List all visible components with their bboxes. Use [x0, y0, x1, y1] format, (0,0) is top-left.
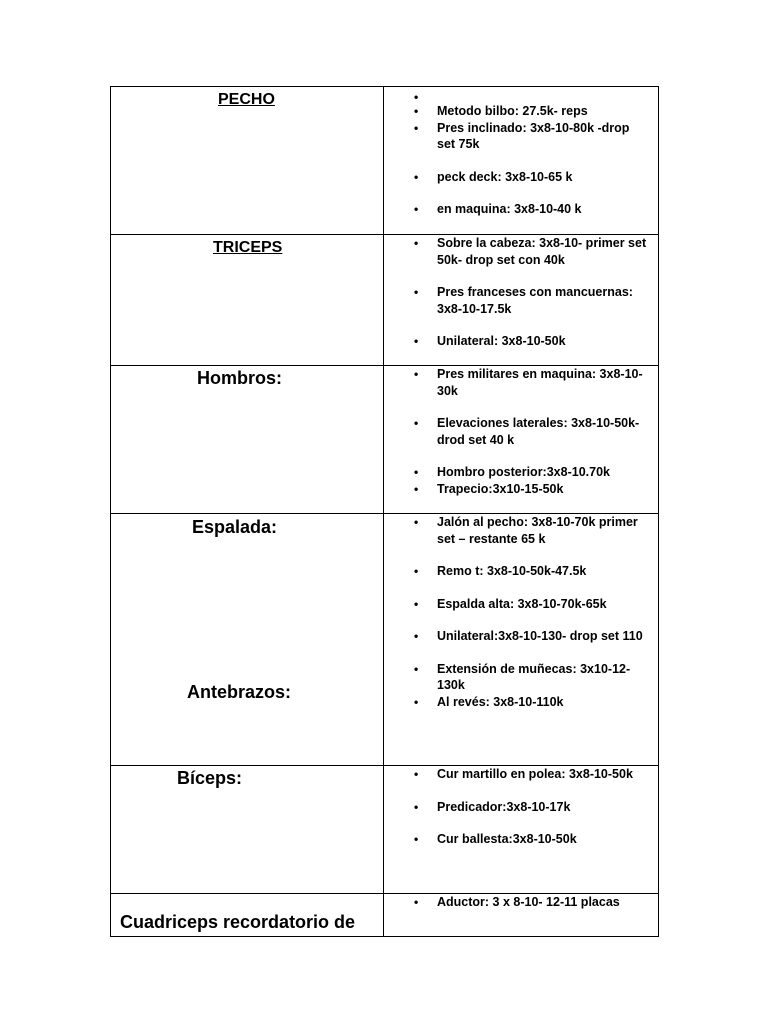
exercise-list: [384, 514, 658, 710]
bullet-icon: •: [414, 169, 419, 184]
bullet-icon: •: [414, 799, 419, 814]
exercise-list: [384, 366, 658, 497]
exercise-cell: [384, 894, 659, 937]
muscle-cell: [111, 514, 384, 766]
workout-table: [110, 86, 659, 937]
list-item: • Hombro posterior:3x8-10.70k: [414, 465, 610, 479]
list-item: • Metodo bilbo: 27.5k- reps: [414, 104, 588, 118]
exercise-cell: [384, 235, 659, 366]
list-item: • Elevaciones laterales: 3x8-10-50k-drod set 40 k: [414, 416, 640, 447]
bullet-icon: •: [414, 285, 419, 299]
list-item: [384, 89, 658, 103]
muscle-label: TRICEPS: [213, 239, 283, 256]
list-item: • Al revés: 3x8-10-110k: [414, 694, 564, 709]
list-item: • Pres inclinado: 3x8-10-80k -drop set 75k: [414, 120, 630, 151]
muscle-label: Espalada:: [192, 517, 278, 537]
bullet-icon: •: [414, 90, 419, 104]
bullet-icon: •: [414, 334, 419, 348]
table-row: [111, 366, 659, 514]
exercise-list: [384, 235, 658, 350]
list-item: • Trapecio:3x10-15-50k: [414, 481, 564, 496]
list-item: • Cur martillo en polea: 3x8-10-50k: [414, 767, 633, 781]
muscle-label: PECHO: [218, 91, 275, 108]
muscle-label: Bíceps:: [177, 768, 243, 788]
exercise-cell: [384, 366, 659, 514]
list-item: • Unilateral:3x8-10-130- drop set 110: [414, 629, 643, 643]
list-item: • Pres militares en maquina: 3x8-10-30k: [414, 367, 643, 398]
bullet-icon: •: [414, 104, 419, 118]
bullet-icon: •: [414, 596, 419, 611]
list-item: • Remo t: 3x8-10-50k-47.5k: [414, 564, 587, 578]
list-item: • Extensión de muñecas: 3x10-12-130k: [414, 661, 631, 692]
list-item: • Unilateral: 3x8-10-50k: [414, 334, 566, 348]
muscle-cell: [111, 366, 384, 514]
exercise-cell: [384, 87, 659, 235]
exercise-cell: [384, 514, 659, 766]
bullet-icon: •: [414, 832, 419, 846]
muscle-label: Hombros:: [197, 368, 282, 388]
bullet-icon: •: [414, 564, 419, 578]
bullet-icon: •: [414, 202, 419, 216]
bullet-icon: •: [414, 481, 419, 496]
list-item: • Espalda alta: 3x8-10-70k-65k: [414, 596, 607, 611]
muscle-cell: [111, 87, 384, 235]
bullet-icon: •: [414, 629, 419, 643]
muscle-cell: [111, 894, 384, 937]
bullet-icon: •: [414, 515, 419, 529]
list-item: • Jalón al pecho: 3x8-10-70k primer set – restante 65 k: [414, 515, 638, 546]
bullet-icon: •: [414, 120, 419, 135]
list-item: • Cur ballesta:3x8-10-50k: [414, 832, 577, 846]
bullet-icon: •: [414, 416, 419, 430]
table-row: [111, 894, 659, 937]
table-row: [111, 235, 659, 366]
table-row: [111, 87, 659, 235]
list-item: • Predicador:3x8-10-17k: [414, 799, 571, 814]
list-item: • en maquina: 3x8-10-40 k: [414, 202, 582, 216]
muscle-cell: [111, 235, 384, 366]
list-item: • Aductor: 3 x 8-10- 12-11 placas: [414, 895, 620, 909]
muscle-label: Cuadriceps recordatorio de: [120, 912, 356, 932]
exercise-list: [384, 87, 658, 218]
exercise-list: [384, 766, 658, 848]
table-row: [111, 514, 659, 766]
list-item: • Sobre la cabeza: 3x8-10- primer set 50k- drop set con 40k: [414, 236, 647, 267]
bullet-icon: •: [414, 767, 419, 781]
list-item: • Pres franceses con mancuernas: 3x8-10-17.5k: [414, 285, 633, 316]
table-row: [111, 766, 659, 894]
bullet-icon: •: [414, 661, 419, 676]
exercise-cell: [384, 766, 659, 894]
bullet-icon: •: [414, 236, 419, 250]
muscle-label-secondary: Antebrazos:: [187, 682, 292, 702]
bullet-icon: •: [414, 694, 419, 709]
exercise-list: [384, 894, 658, 911]
bullet-icon: •: [414, 465, 419, 479]
list-item: • peck deck: 3x8-10-65 k: [414, 169, 573, 184]
bullet-icon: •: [414, 895, 419, 909]
muscle-cell: [111, 766, 384, 894]
bullet-icon: •: [414, 367, 419, 381]
